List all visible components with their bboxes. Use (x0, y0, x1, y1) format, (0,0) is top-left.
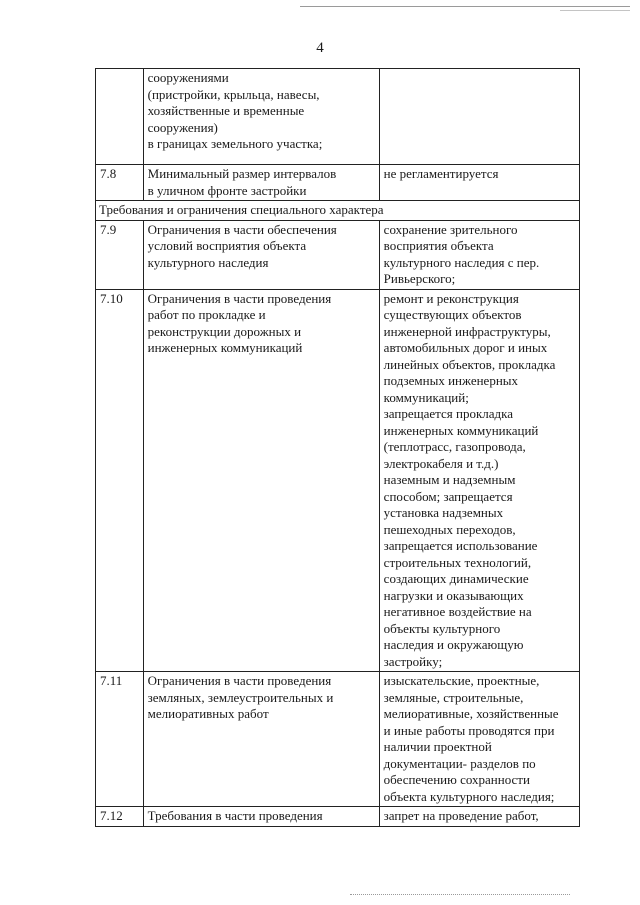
requirement-name-cell: сооружениями (пристройки, крыльца, навесы, хозяйственные и временные сооружения) в границах земельного участка; (143, 69, 379, 165)
requirement-value-cell: запрет на проведение работ, (379, 807, 579, 827)
row-number-cell: 7.9 (96, 220, 144, 289)
scan-edge-dots (350, 893, 570, 895)
requirement-value-cell: сохранение зрительного восприятия объекта культурного наследия с пер. Ривьерского; (379, 220, 579, 289)
table-row-continuation (96, 69, 580, 165)
page-number: 4 (316, 40, 324, 56)
regulations-table (95, 68, 580, 827)
scan-edge-line (560, 10, 630, 11)
row-number-cell (96, 69, 144, 165)
requirement-name-cell: Ограничения в части обеспечения условий восприятия объекта культурного наследия (143, 220, 379, 289)
row-number-cell: 7.11 (96, 672, 144, 807)
requirement-value-cell: ремонт и реконструкция существующих объектов инженерной инфраструктуры, автомобильных дорог и иных линейных объектов, прокладка подземных инженерных коммуникаций; запрещается прокладка инженерных коммуникаций (теплотрасс, газопровода, электрокабеля и т.д.) наземным и надземным способом; запрещается установка надземных пешеходных переходов, запрещается использование строительных технологий, создающих динамические нагрузки и оказывающих негативное воздействие на объекты культурного наследия и окружающую застройку; (379, 289, 579, 672)
row-number-cell: 7.8 (96, 165, 144, 201)
row-number-cell: 7.10 (96, 289, 144, 672)
requirement-name-cell: Ограничения в части проведения работ по прокладке и реконструкции дорожных и инженерных коммуникаций (143, 289, 379, 672)
requirement-name-cell: Минимальный размер интервалов в уличном фронте застройки (143, 165, 379, 201)
requirement-value-cell: изыскательские, проектные, земляные, строительные, мелиоративные, хозяйственные и иные работы проводятся при наличии проектной документации- разделов по обеспечению сохранности объекта культурного наследия; (379, 672, 579, 807)
requirement-value-cell: не регламентируется (379, 165, 579, 201)
table-row-7-11 (96, 672, 580, 807)
table-row-7-8 (96, 165, 580, 201)
table-row-7-12 (96, 807, 580, 827)
requirement-name-cell: Требования в части проведения (143, 807, 379, 827)
scan-edge-line (300, 6, 630, 7)
requirement-value-cell (379, 69, 579, 165)
table-row-7-9 (96, 220, 580, 289)
table-row-7-10 (96, 289, 580, 672)
section-title: Требования и ограничения специального характера (96, 201, 580, 221)
row-number-cell: 7.12 (96, 807, 144, 827)
section-header-row (96, 201, 580, 221)
requirement-name-cell: Ограничения в части проведения земляных, землеустроительных и мелиоративных работ (143, 672, 379, 807)
